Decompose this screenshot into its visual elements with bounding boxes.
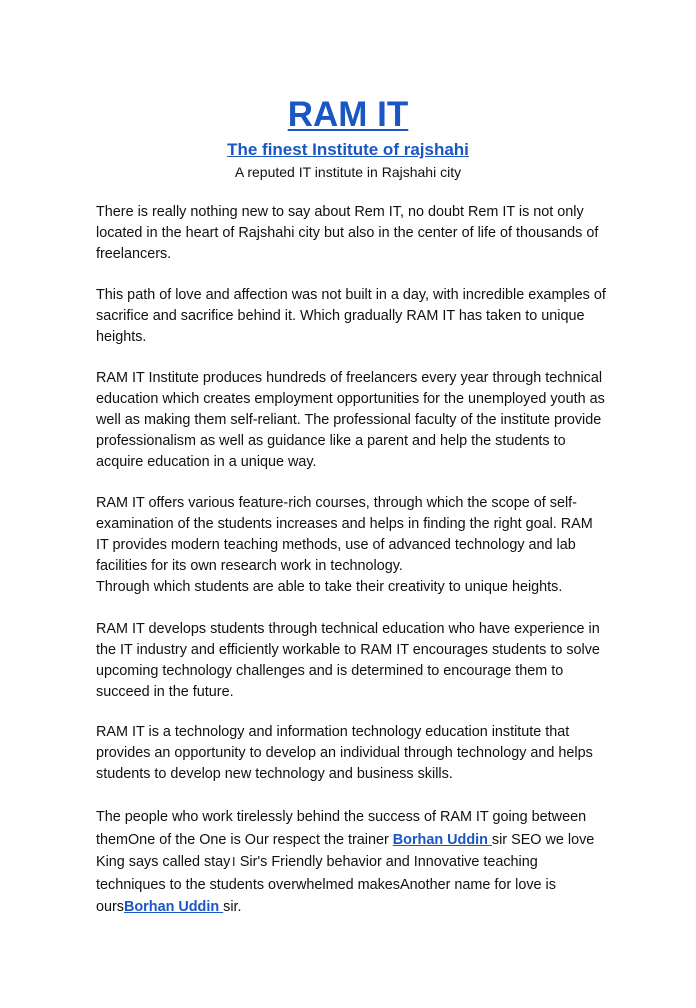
trainer-text-2: sir SEO we love King says called stay। Sir's Friendly behavior and Innovative teaching techniques to the students overwhelmed makesAnother name for love is ours: [96, 831, 595, 915]
trainer-link-2[interactable]: Borhan Uddin: [124, 899, 224, 915]
paragraph-courses: [96, 493, 608, 598]
trainer-text-1: The people who work tirelessly behind the success of RAM IT going between themOne of the One is Our respect the trainer: [96, 809, 587, 848]
paragraph-history: This path of love and affection was not built in a day, with incredible examples of sacrifice and sacrifice behind it. Which gradually RAM IT has taken to unique heights.: [96, 287, 606, 345]
page-title: RAM IT: [287, 95, 409, 134]
page-subtitle: The finest Institute of rajshahi: [227, 140, 469, 159]
trainer-link-1[interactable]: Borhan Uddin: [392, 831, 492, 848]
paragraph-development: RAM IT develops students through technical education who have experience in the IT industry and efficiently workable to RAM IT encourages students to solve upcoming technology challenges and is determined to encourage them to succeed in the future.: [96, 621, 600, 700]
page-tagline: A reputed IT institute in Rajshahi city: [234, 164, 462, 180]
paragraph-intro: There is really nothing new to say about Rem IT, no doubt Rem IT is not only located in the heart of Rajshahi city but also in the center of life of thousands of freelancers.: [96, 204, 599, 262]
paragraph-courses-main: RAM IT offers various feature-rich courses, through which the scope of self-examination of the students increases and helps in finding the right goal. RAM IT provides modern teaching methods, use of advanced technology and lab facilities for its own research work in technology.: [96, 495, 593, 574]
paragraph-courses-closing: Through which students are able to take their creativity to unique heights.: [96, 579, 563, 595]
paragraph-about: RAM IT is a technology and information technology education institute that provides an opportunity to develop an individual through technology and helps students to develop new technology and business skills.: [96, 724, 593, 782]
paragraph-freelancers: RAM IT Institute produces hundreds of freelancers every year through technical education which creates employment opportunities for the unemployed youth as well as making them self-reliant. The professional faculty of the institute provide professionalism as well as guidance like a parent and help the students to acquire education in a unique way.: [96, 370, 605, 470]
paragraph-trainer: [96, 806, 608, 919]
trainer-text-3: sir.: [223, 899, 242, 915]
